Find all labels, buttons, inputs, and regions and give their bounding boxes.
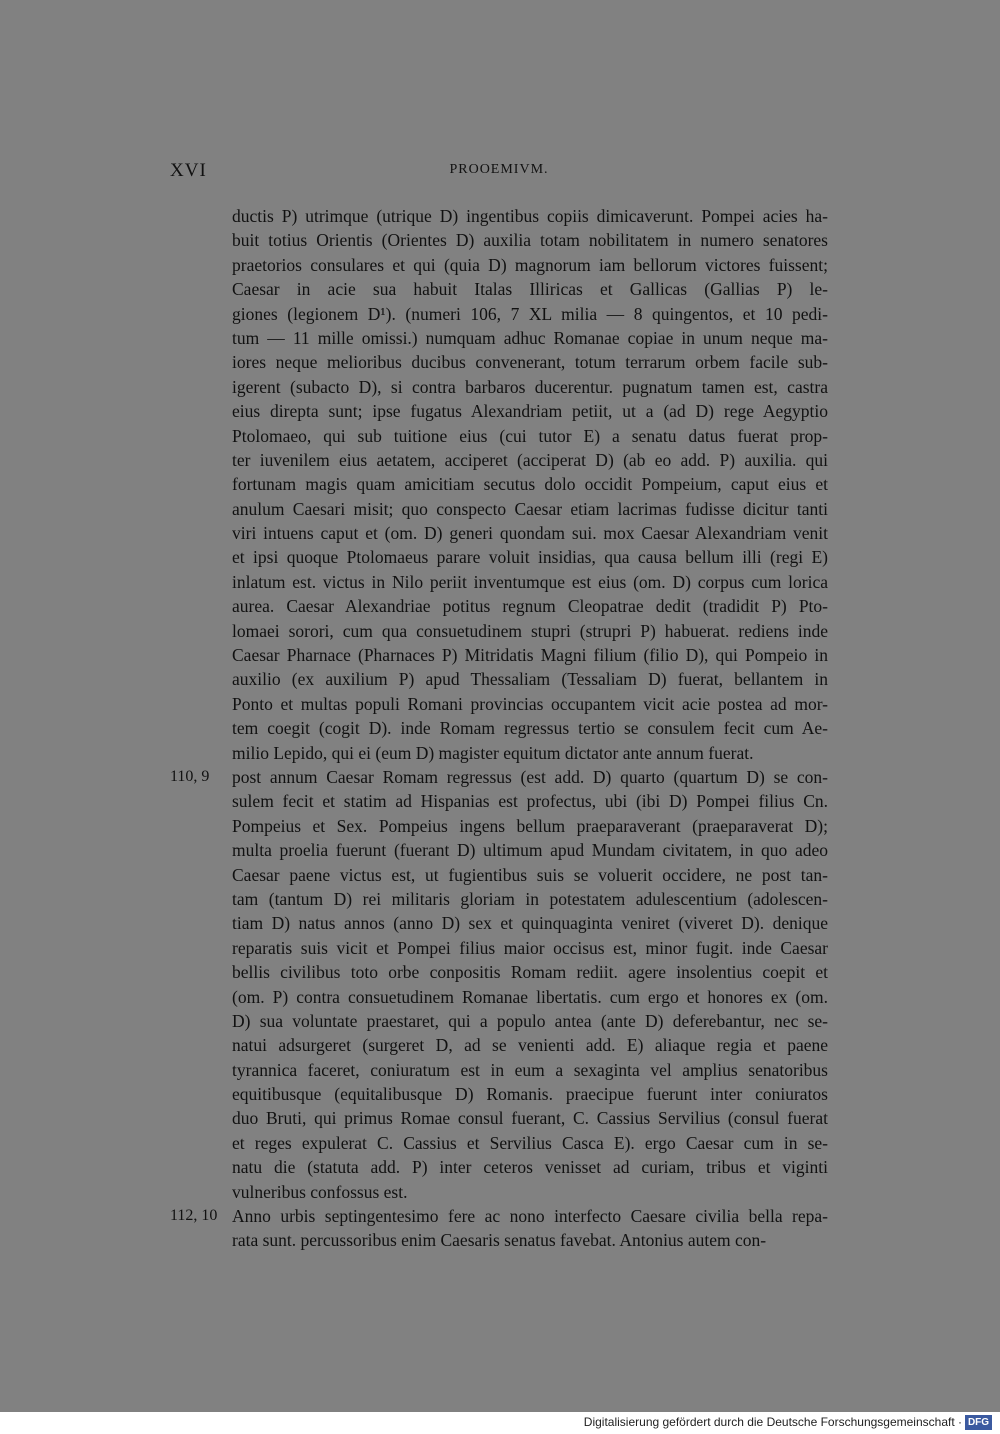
text-line (170, 692, 828, 716)
line-text: D) sua voluntate praestaret, qui a populo antea (ante D) deferebantur, nec se- (232, 1010, 828, 1031)
line-text: post annum Caesar Romam regressus (est add. D) quarto (quartum D) se con- (232, 766, 828, 787)
text-line (170, 1180, 828, 1204)
text-line (170, 667, 828, 691)
line-text: tam (tantum D) rei militaris gloriam in potestatem adulescentium (adolescen- (232, 888, 828, 909)
text-line (170, 1106, 828, 1130)
text-line (170, 448, 828, 472)
line-text: ter iuvenilem eius aetatem, acciperet (acciperat D) (ab eo add. P) auxilia. qui (232, 449, 828, 470)
line-text: Anno urbis septingentesimo fere ac nono interfecto Caesare civilia bella repa- (232, 1206, 828, 1227)
text-line (170, 1228, 828, 1252)
line-text: duo Bruti, qui primus Romae consul fuerant, C. Cassius Servilius (consul fuerat (232, 1108, 828, 1129)
line-text: auxilio (ex auxilium P) apud Thessaliam (Tessaliam D) fuerat, bellantem in (232, 669, 828, 690)
text-line (170, 1058, 828, 1082)
text-line (170, 911, 828, 935)
page-number: XVI (170, 160, 207, 181)
line-text: viri intuens caput et (om. D) generi quondam sui. mox Caesar Alexandriam venit (232, 523, 828, 544)
line-text: ductis P) utrimque (utrique D) ingentibus copiis dimicaverunt. Pompei acies ha- (232, 206, 828, 226)
text-line (170, 253, 828, 277)
line-text: rata sunt. percussoribus enim Caesaris senatus favebat. Antonius autem con- (232, 1230, 767, 1251)
text-line (170, 424, 828, 448)
line-text: anulum Caesari misit; quo conspecto Caesar etiam lacrimas fudisse dicitur tanti (232, 498, 828, 519)
text-line (170, 716, 828, 740)
text-line (170, 1204, 828, 1228)
text-line (170, 204, 828, 228)
line-text: et reges expulerat C. Cassius et Servilius Casca E). ergo Caesar cum in se- (232, 1132, 828, 1153)
line-text: igerent (subacto D), si contra barbaros ducerentur. pugnatum tamen est, castra (232, 376, 828, 397)
text-line (170, 741, 828, 765)
line-text: equitibusque (equitalibusque D) Romanis. praecipue fuerunt inter coniuratos (232, 1084, 828, 1105)
text-line (170, 326, 828, 350)
text-line (170, 814, 828, 838)
text-line (170, 350, 828, 374)
text-line (170, 1033, 828, 1057)
line-text: iores neque melioribus ducibus convenerant, totum terrarum orbem facile sub- (232, 352, 828, 373)
footer-bar (0, 1412, 1000, 1434)
line-text: reparatis suis vicit et Pompei filius maior occisus est, minor fugit. inde Caesar (232, 937, 828, 958)
text-line (170, 985, 828, 1009)
body-text (170, 204, 828, 1253)
line-text: Pompeius et Sex. Pompeius ingens bellum praeparaverant (praeparaverat D); (232, 815, 828, 836)
text-line (170, 545, 828, 569)
text-line (170, 619, 828, 643)
line-text: tem coegit (cogit D). inde Romam regressus tertio se consulem fecit cum Ae- (232, 718, 828, 739)
text-line (170, 960, 828, 984)
text-line (170, 1009, 828, 1033)
text-line (170, 472, 828, 496)
text-line (170, 936, 828, 960)
line-text: praetorios consulares et qui (quia D) magnorum iam bellorum victores fuissent; (232, 254, 828, 275)
text-line (170, 765, 828, 789)
line-text: vulneribus confossus est. (232, 1181, 408, 1202)
text-line (170, 594, 828, 618)
line-text: giones (legionem D¹). (numeri 106, 7 XL milia — 8 quingentos, et 10 pedi- (232, 303, 828, 324)
text-line (170, 1155, 828, 1179)
line-text: sulem fecit et statim ad Hispanias est profectus, ubi (ibi D) Pompei filius Cn. (232, 791, 828, 812)
line-text: fortunam magis quam amicitiam secutus dolo occidit Pompeium, caput eius et (232, 474, 828, 495)
line-text: Ptolomaeo, qui sub tuitione eius (cui tutor E) a senatu datus fuerat prop- (232, 425, 828, 446)
line-text: multa proelia fuerunt (fuerant D) ultimum apud Mundam civitatem, in quo adeo (232, 840, 828, 861)
running-head (170, 160, 828, 184)
line-text: inlatum est. victus in Nilo periit inventumque est eius (om. D) corpus cum lorica (232, 571, 828, 592)
line-text: natui adsurgeret (surgeret D, ad se venienti add. E) aliaque regia et paene (232, 1035, 828, 1056)
line-text: tyrannica faceret, coniuratum est in eum a sexaginta vel amplius senatoribus (232, 1059, 828, 1080)
line-text: aurea. Caesar Alexandriae potitus regnum Cleopatrae dedit (tradidit P) Pto- (232, 596, 828, 617)
text-line (170, 643, 828, 667)
text-line (170, 887, 828, 911)
margin-reference: 110, 9 (170, 767, 210, 785)
text-line (170, 521, 828, 545)
line-text: et ipsi quoque Ptolomaeus parare voluit insidias, qua causa bellum illi (regi E) (232, 547, 828, 568)
line-text: tum — 11 mille omissi.) numquam adhuc Romanae copiae in unum neque ma- (232, 327, 828, 348)
line-text: lomaei sorori, cum qua consuetudinem stupri (strupri P) habuerat. rediens inde (232, 620, 828, 641)
text-line (170, 570, 828, 594)
dfg-logo: DFG (965, 1415, 992, 1430)
text-line (170, 399, 828, 423)
funding-credit: Digitalisierung gefördert durch die Deutsche Forschungsgemeinschaft · (583, 1415, 962, 1429)
line-text: Caesar in acie sua habuit Italas Illiricas et Gallicas (Gallias P) le- (232, 279, 828, 300)
line-text: bellis civilibus toto orbe conpositis Romam rediit. agere insolentius coepit et (232, 962, 828, 983)
text-line (170, 228, 828, 252)
text-line (170, 1082, 828, 1106)
text-line (170, 838, 828, 862)
line-text: Caesar paene victus est, ut fugientibus suis se voluerit occidere, ne post tan- (232, 864, 828, 885)
text-line (170, 863, 828, 887)
line-text: tiam D) natus annos (anno D) sex et quinquaginta veniret (viveret D). denique (232, 913, 828, 934)
text-line (170, 375, 828, 399)
margin-reference: 112, 10 (170, 1207, 218, 1225)
text-line (170, 277, 828, 301)
text-line (170, 1131, 828, 1155)
line-text: natu die (statuta add. P) inter ceteros venisset ad curiam, tribus et viginti (232, 1157, 828, 1178)
line-text: buit totius Orientis (Orientes D) auxilia totam nobilitatem in numero senatores (232, 230, 828, 251)
line-text: Ponto et multas populi Romani provincias occupantem vicit acie postea ad mor- (232, 693, 828, 714)
line-text: eius direpta sunt; ipse fugatus Alexandriam petiit, ut a (ad D) rege Aegyptio (232, 401, 828, 422)
running-title: PROOEMIVM. (449, 162, 549, 177)
text-line (170, 302, 828, 326)
line-text: (om. P) contra consuetudinem Romanae libertatis. cum ergo et honores ex (om. (232, 986, 828, 1007)
text-line (170, 497, 828, 521)
text-line (170, 789, 828, 813)
line-text: Caesar Pharnace (Pharnaces P) Mitridatis Magni filium (filio D), qui Pompeio in (232, 645, 828, 666)
line-text: milio Lepido, qui ei (eum D) magister equitum dictator ante annum fuerat. (232, 742, 754, 763)
